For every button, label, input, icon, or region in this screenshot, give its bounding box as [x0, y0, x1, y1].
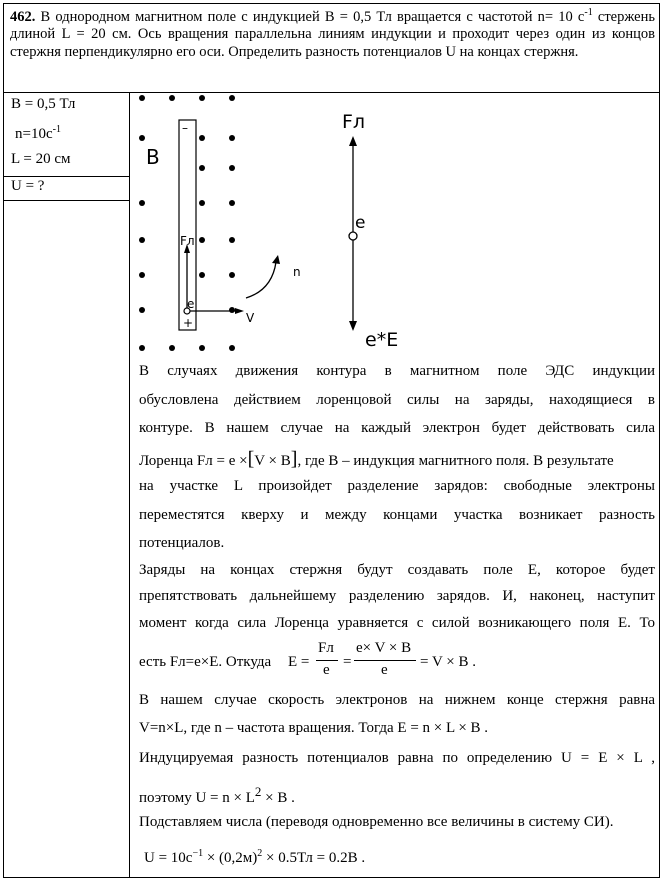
- problem-statement: [10, 4, 655, 61]
- sol-p2-l2: препятствовать дальнейшему разделению зарядов. И, наконец, наступит: [139, 588, 655, 604]
- problem-text-2: стержень длиной L = 20 см. Ось вращения параллельна линиям индукции и проходит через один из концов стержня перпендикулярно его оси. Определить разность потенциалов U на концах стержня.: [10, 8, 655, 60]
- rotation-label: n: [293, 265, 301, 279]
- sol-p4-l2: поэтому $U = n \times L^2 \times B$ .: [139, 784, 295, 806]
- sol-p5-l1: Подставляем числа (переводя одновременно все величины в систему СИ).: [139, 814, 614, 830]
- sol-p3-l1: В нашем случае скорость электронов на нижнем конце стержня равна: [139, 692, 655, 708]
- sol-p2-l4a: есть Fл=e×E. Откуда: [139, 654, 272, 670]
- figure-diagram: [130, 90, 430, 358]
- sol-p2-l1: Заряды на концах стержня будут создавать поле E, которое будет: [139, 562, 655, 578]
- sol-p1-l1: В случаях движения контура в магнитном поле ЭДС индукции: [139, 363, 655, 379]
- rotation-arc: [246, 262, 276, 298]
- sol-p1-l5: на участке L произойдет разделение зарядов: свободные электроны: [139, 478, 655, 494]
- velocity-arrowhead: [235, 308, 244, 314]
- force-label-small: Fл: [180, 234, 195, 248]
- electron-label-small: e: [187, 297, 195, 311]
- find-divider: [3, 200, 129, 201]
- given-n: $n=10с^{-1}$: [15, 124, 61, 142]
- sol-p1-l2: обусловлена действием лоренцовой силы на заряды, находящиеся в: [139, 392, 655, 408]
- given-l: L = 20 см: [11, 151, 71, 167]
- rod-minus-sign: –: [182, 121, 188, 135]
- given-b: B = 0,5 Тл: [11, 96, 76, 112]
- given-divider: [3, 176, 129, 177]
- find-u: U = ?: [11, 178, 45, 194]
- problem-exponent: -1: [584, 7, 593, 18]
- electron-label-large: e: [355, 213, 366, 233]
- sol-p1-l4: Лоренца Fл = e ×[V × B], где B – индукция магнитного поля. В результате: [139, 448, 614, 470]
- sol-p5-l2: $U = 10с^{-1} \times (0,2м)^2 \times 0.5Тл = 0.2В$ .: [144, 848, 366, 866]
- force-arrowhead-large: [349, 136, 357, 146]
- problem-number: 462.: [10, 8, 36, 25]
- field-label: B: [146, 145, 160, 169]
- sol-p4-l1: Индуцируемая разность потенциалов равна по определению U = E × L ,: [139, 750, 655, 766]
- sol-p1-l6: переместятся кверху и между концами участка возникает разность: [139, 507, 655, 523]
- electron-large: [349, 232, 357, 240]
- sol-p1-l3: контуре. В нашем случае на каждый электрон будет действовать сила: [139, 420, 655, 436]
- field-force-arrowhead: [349, 321, 357, 331]
- problem-text: В однородном магнитном поле с индукцией B = 0,5 Тл вращается с частотой n= 10 с: [35, 8, 585, 25]
- field-force-label: e*E: [365, 329, 399, 351]
- sol-p2-l3: момент когда сила Лоренца уравняется с силой возникающего поля E. То: [139, 615, 655, 631]
- sol-p1-l7: потенциалов.: [139, 535, 225, 551]
- rotation-arrowhead: [272, 255, 280, 264]
- formula-e-lorentz: E = Fл e = e× V × B e = V × B .: [288, 640, 476, 678]
- rod-plus-sign: +: [183, 316, 194, 330]
- sol-p3-l2: V=n×L, где n – частота вращения. Тогда E = n × L × B .: [139, 720, 489, 736]
- velocity-label: V: [246, 311, 255, 325]
- force-label-large: Fл: [342, 111, 366, 133]
